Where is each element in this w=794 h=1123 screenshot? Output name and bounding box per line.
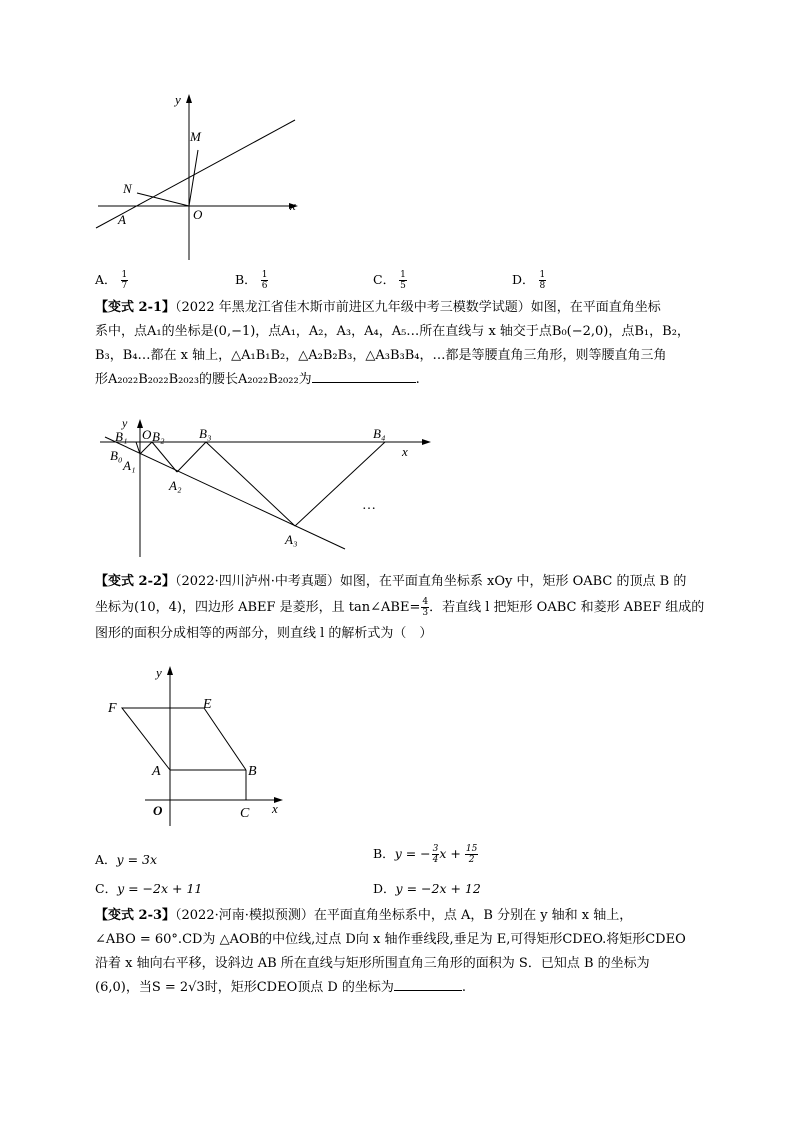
segment-on xyxy=(137,193,189,206)
fig3-label-f: F xyxy=(108,701,117,716)
tri2b xyxy=(177,442,206,472)
fig2-label-o: O xyxy=(142,427,152,442)
q2-option-a: A．y = 3x xyxy=(95,852,158,867)
fig2-label-a1: A₁ xyxy=(123,458,136,473)
tri3b xyxy=(295,442,385,526)
variant-2-3-tag: 【变式 2-3】 xyxy=(95,908,176,923)
tri2a xyxy=(152,442,177,472)
fig3-label-c: C xyxy=(240,806,250,821)
q2-option-c: C．y = −2x + 11 xyxy=(95,881,203,896)
fig2-label-b1: B₁ xyxy=(115,429,128,444)
q2-option-d: D．y = −2x + 12 xyxy=(373,881,481,896)
figure-2 xyxy=(95,415,440,560)
fig2-label-y: y xyxy=(122,416,128,430)
fig3-label-b: B xyxy=(248,764,257,779)
fig2-label-b3: B₃ xyxy=(199,426,212,441)
fig1-label-y: y xyxy=(175,92,181,107)
figure-3 xyxy=(100,660,300,830)
fig2-label-x: x xyxy=(402,444,408,459)
fig1-label-o: O xyxy=(193,207,203,222)
rhombus-abef xyxy=(122,708,246,770)
fig3-label-e: E xyxy=(203,697,212,712)
segment-om xyxy=(189,150,198,206)
tri1b xyxy=(140,442,152,454)
q1-option-b: B． $\frac{1}{6}$ xyxy=(235,270,268,291)
variant-2-2-tag: 【变式 2-2】 xyxy=(95,574,176,589)
q1-option-c: C． $\frac{1}{5}$ xyxy=(373,270,406,291)
fig2-label-b2: B₂ xyxy=(152,429,165,444)
fig1-label-m: M xyxy=(190,129,201,144)
line-b0-a3 xyxy=(105,437,345,549)
tri3a xyxy=(206,442,295,526)
q1-option-a: A． $\frac{1}{7}$ xyxy=(95,270,128,291)
figure-1 xyxy=(90,88,310,263)
answer-blank xyxy=(394,976,462,991)
fig2-label-b4: B₄ xyxy=(373,426,386,441)
y-axis-arrow xyxy=(186,94,192,103)
fig1-label-x: x xyxy=(290,198,296,213)
variant-2-1: 【变式 2-1】（2022 年黑龙江省佳木斯市前进区九年级中考三模数学试题）如图，在平面直角坐标 系中，点A₁的坐标是(0,−1)，点A₁，A₂，A₃，A₄，A₅…所在直线与 x 轴交于点B₀(−2,0)，点B₁，B₂， B₃，B₄…都在 x 轴上，△A₁B₁B₂，△A₂B₂B₃，△A₃B₃B₄，…都是等腰直角三角形，则等腰直角三角 形A₂₀₂₂B₂₀₂₂B₂₀₂₃的腰长A₂₀₂₂B₂₀₂₂为 . xyxy=(95,300,690,387)
q1-option-d: D． $\frac{1}{8}$ xyxy=(512,270,546,291)
fig1-label-a: A xyxy=(118,212,126,227)
variant-2-1-tag: 【变式 2-1】 xyxy=(95,300,176,315)
q2-option-b: B．y = − $\frac{3}{4}$ x + $\frac{15}{2}$ xyxy=(373,844,478,865)
fig3-label-a: A xyxy=(152,764,161,779)
x-axis-arrow xyxy=(422,439,431,445)
variant-2-2: 【变式 2-2】（2022·四川泸州·中考真题）如图，在平面直角坐标系 xOy 中，矩形 OABC 的顶点 B 的 坐标为(10，4)，四边形 ABEF 是菱形，且 tan∠ABE= $\frac{4}{3}$ ．若直线 l 把矩形 OABC 和菱形 ABEF 组成的 图形的面积分成相等的两部分，则直线 l 的解析式为（ ） xyxy=(95,574,705,641)
y-axis-arrow xyxy=(167,666,173,675)
fig2-ellipsis: … xyxy=(362,498,376,513)
fig1-label-n: N xyxy=(123,181,132,196)
fig3-label-o: O xyxy=(153,803,163,818)
variant-2-3: 【变式 2-3】（2022·河南·模拟预测）在平面直角坐标系中，点 A，B 分别在 y 轴和 x 轴上， ∠ABO = 60°.CD为 △AOB的中位线,过点 D向 x 轴作垂线段,垂足为 E,可得矩形CDEO.将矩形CDEO 沿着 x 轴向右平移，设斜边 AB 所在直线与矩形所围直角三角形的面积为 S．已知点 B 的坐标为 (6,0)，当S = 2√3时，矩形CDEO顶点 D 的坐标为 . xyxy=(95,908,686,995)
fig3-label-x: x xyxy=(272,801,278,816)
fig2-label-b0: B₀ xyxy=(110,448,123,463)
answer-blank xyxy=(312,368,416,383)
fig2-label-a3: A₃ xyxy=(285,532,298,547)
fig3-label-y: y xyxy=(156,665,162,680)
fig2-label-a2: A₂ xyxy=(169,478,182,493)
